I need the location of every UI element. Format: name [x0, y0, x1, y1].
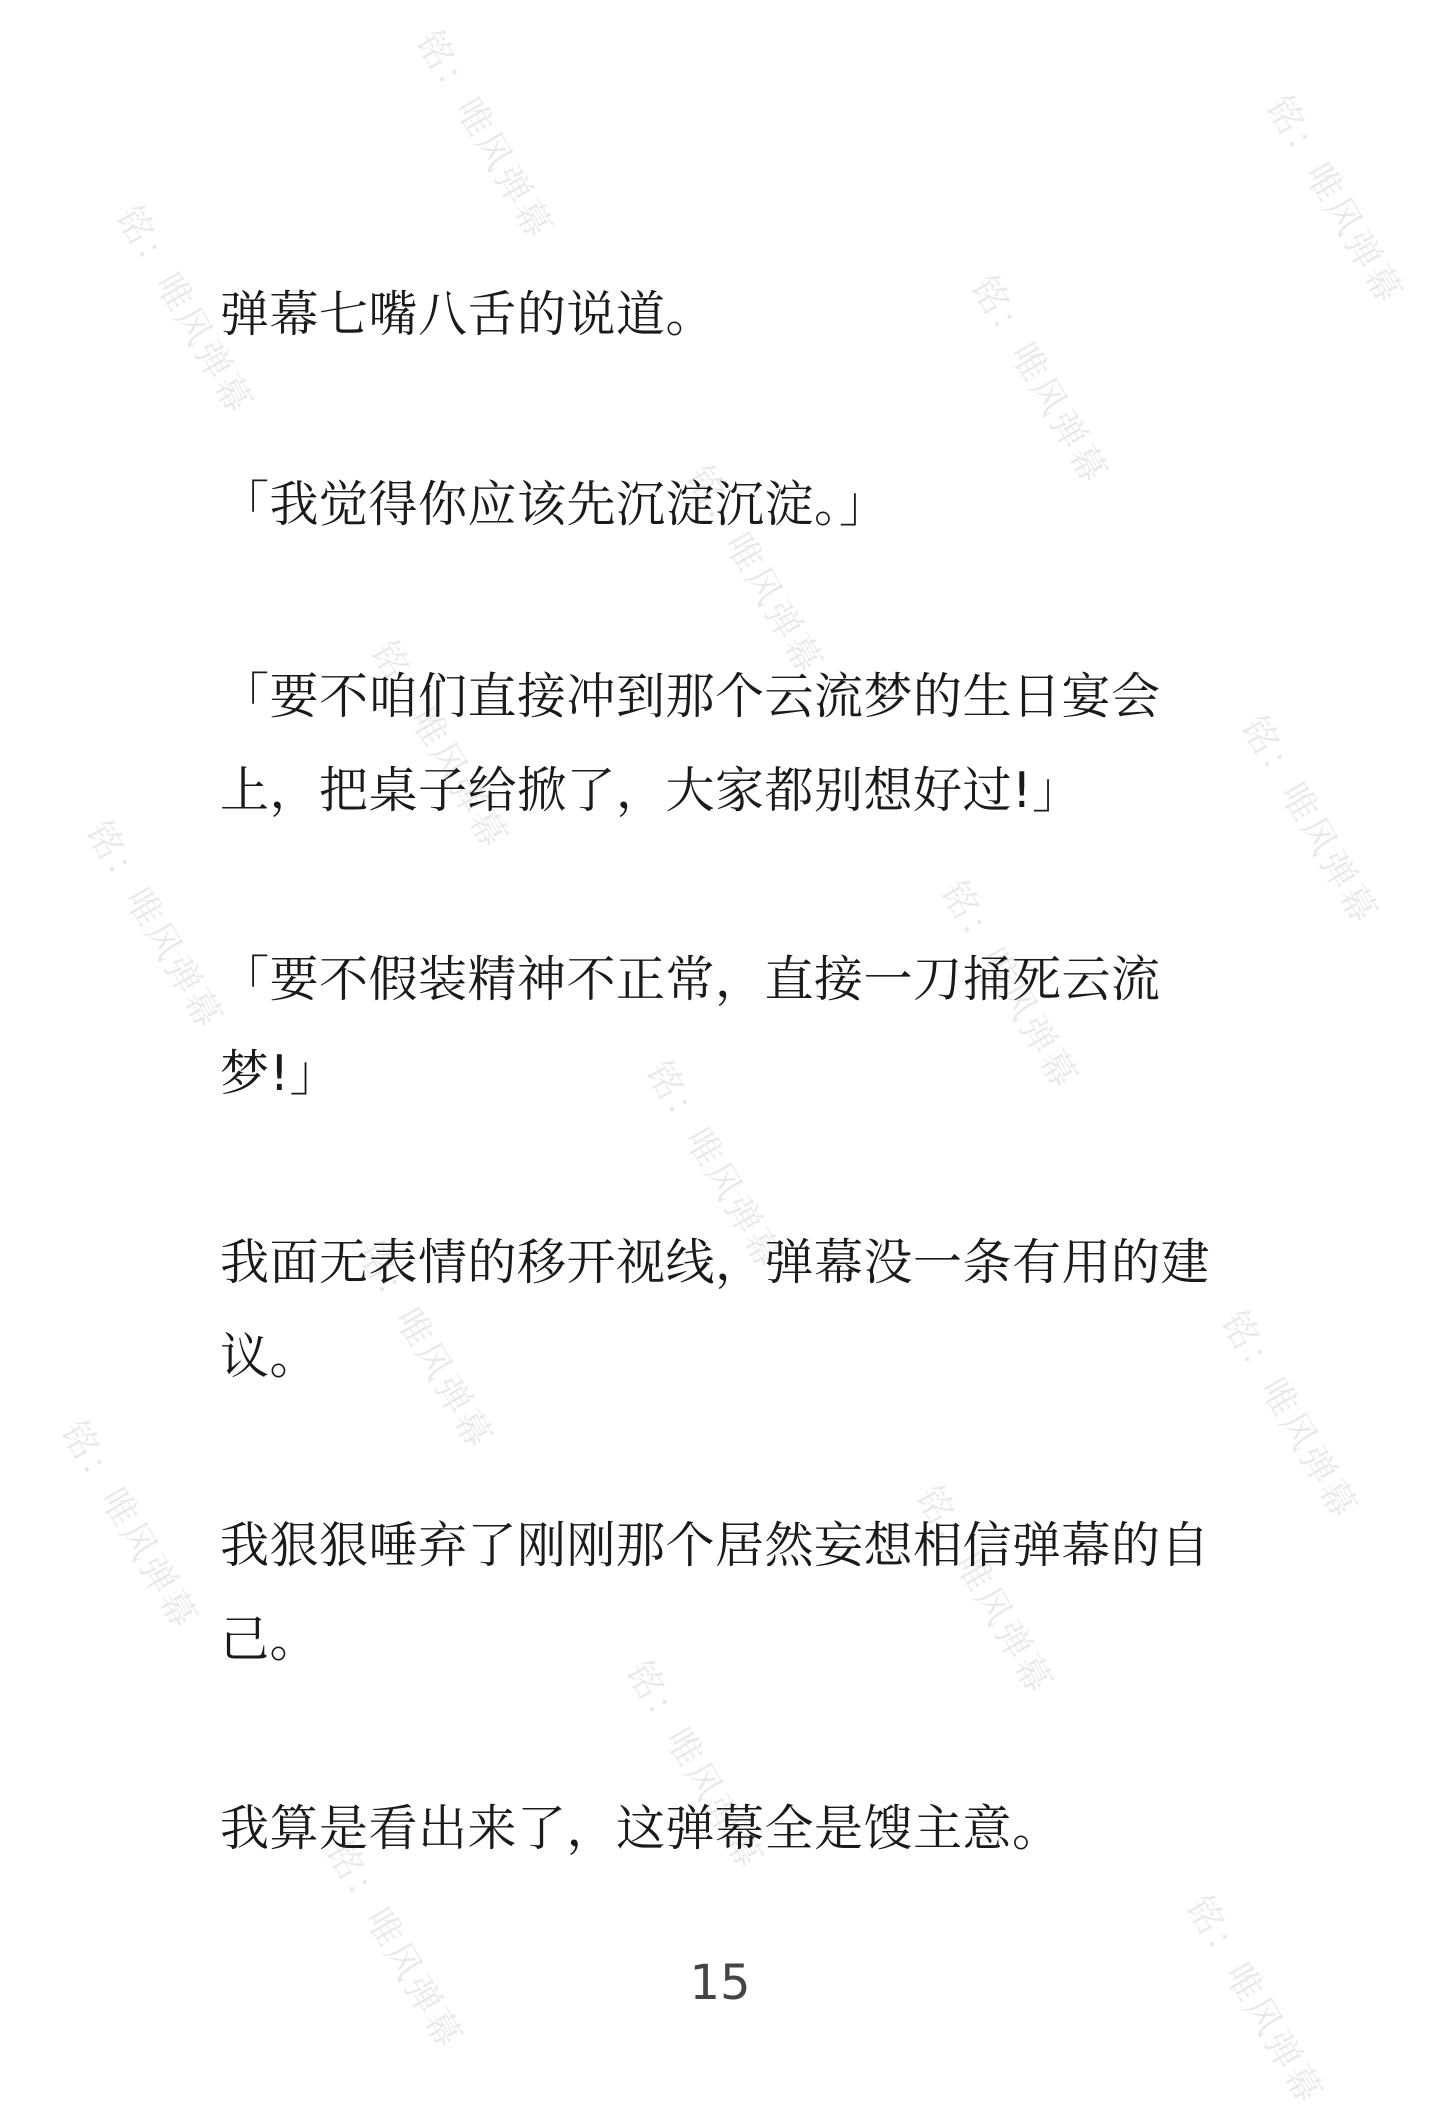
paragraph: 我面无表情的移开视线，弹幕没一条有用的建议。	[220, 1234, 1211, 1385]
paragraph: 我狠狠唾弃了刚刚那个居然妄想相信弹幕的自己。	[220, 1517, 1211, 1668]
watermark-text: 铭：唯风弹幕	[1232, 709, 1386, 933]
watermark-text: 铭：唯风弹幕	[347, 1234, 501, 1458]
watermark-text: 铭：唯风弹幕	[52, 1414, 206, 1638]
paragraph: 我算是看出来了，这弹幕全是馊主意。	[220, 1800, 1062, 1857]
watermark-text: 铭：唯风弹幕	[107, 199, 261, 423]
watermark-text: 铭：唯风弹幕	[932, 874, 1086, 1098]
page-number: 15	[689, 1955, 751, 2011]
watermark-text: 铭：唯风弹幕	[1212, 1304, 1366, 1528]
watermark-text: 铭：唯风弹幕	[1177, 1889, 1331, 2113]
paragraph: 「我觉得你应该先沉淀沉淀。」	[220, 476, 889, 533]
watermark-text: 铭：唯风弹幕	[617, 1654, 771, 1878]
watermark-text: 铭：唯风弹幕	[407, 24, 561, 248]
paragraph: 「要不假装精神不正常，直接一刀捅死云流梦!」	[220, 951, 1161, 1102]
paragraph: 「要不咱们直接冲到那个云流梦的生日宴会上，把桌子给掀了，大家都别想好过!」	[220, 668, 1161, 819]
watermark-text: 铭：唯风弹幕	[317, 1834, 471, 2058]
watermark-text: 铭：唯风弹幕	[637, 1054, 791, 1278]
watermark-text: 铭：唯风弹幕	[962, 269, 1116, 493]
watermark-text: 铭：唯风弹幕	[77, 814, 231, 1038]
watermark-text: 铭：唯风弹幕	[907, 1479, 1061, 1703]
watermark-text: 铭：唯风弹幕	[1257, 89, 1411, 313]
watermark-text: 铭：唯风弹幕	[677, 459, 831, 683]
paragraph: 弹幕七嘴八舌的说道。	[220, 286, 716, 343]
watermark-text: 铭：唯风弹幕	[362, 634, 516, 858]
